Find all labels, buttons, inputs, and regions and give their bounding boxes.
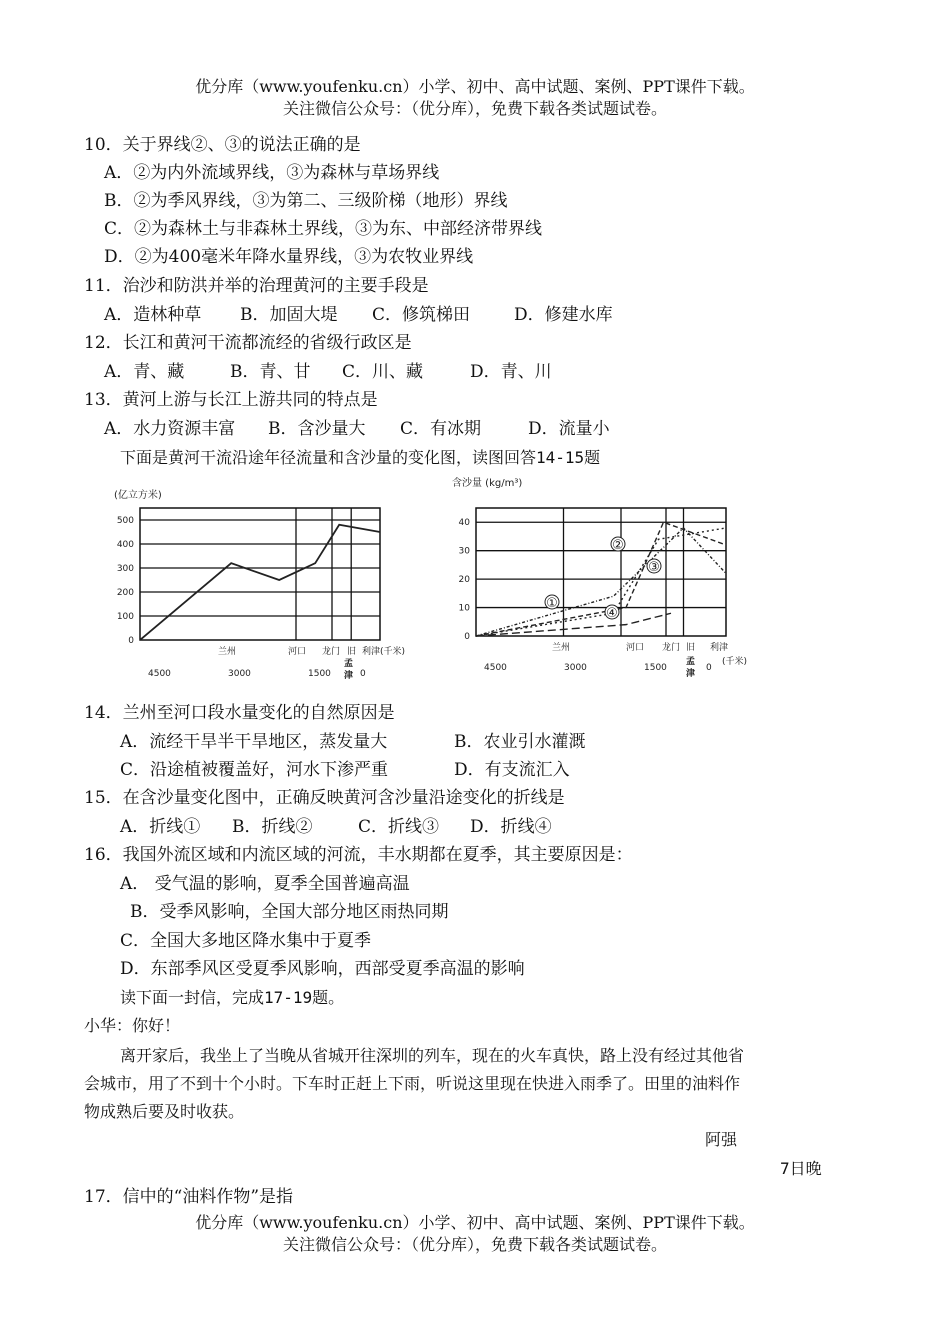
footer-line-1: 优分库（www.youfenku.cn）小学、初中、高中试题、案例、PPT课件下载。 bbox=[195, 1213, 755, 1232]
header-line-2: 关注微信公众号：（优分库），免费下载各类试题试卷。 bbox=[282, 99, 667, 118]
sediment-chart bbox=[440, 474, 770, 690]
q10-option-b: B．②为季风界线，③为第二、三级阶梯（地形）界线 bbox=[104, 191, 508, 211]
q15-option-a: A．折线① bbox=[120, 817, 201, 837]
q12-option-d: D．青、川 bbox=[470, 362, 552, 382]
place-label: 利津(千米) bbox=[362, 647, 406, 657]
place-label: 河口 bbox=[288, 647, 307, 657]
series-line-1 bbox=[140, 525, 380, 640]
q12-option-c: C．川、藏 bbox=[342, 362, 424, 382]
series-line-1 bbox=[476, 528, 726, 636]
q16-option-c: C．全国大多地区降水集中于夏季 bbox=[120, 931, 372, 951]
place-label: 兰州 bbox=[552, 643, 571, 653]
distance-tick-label: 0 bbox=[360, 669, 366, 679]
q11-option-d: D．修建水库 bbox=[514, 305, 613, 325]
q16-option-b: B．受季风影响，全国大部分地区雨热同期 bbox=[130, 902, 449, 922]
place-label: 孟 bbox=[686, 657, 696, 667]
distance-tick-label: 1500 bbox=[644, 663, 667, 673]
q14-stem: 14．兰州至河口段水量变化的自然原因是 bbox=[84, 703, 395, 723]
q17-stem: 17．信中的“油料作物”是指 bbox=[84, 1187, 294, 1207]
q11-stem: 11．治沙和防洪并举的治理黄河的主要手段是 bbox=[84, 276, 429, 296]
q13-option-d: D．流量小 bbox=[528, 419, 610, 439]
q16-option-d: D．东部季风区受夏季风影响，西部受夏季高温的影响 bbox=[120, 959, 525, 979]
q10-option-d: D．②为400毫米年降水量界线，③为农牧业界线 bbox=[104, 247, 474, 267]
series-marker-label: ② bbox=[612, 538, 624, 553]
series-marker-label: ④ bbox=[606, 606, 618, 621]
y-tick-label: 300 bbox=[116, 564, 134, 574]
header-line-1: 优分库（www.youfenku.cn）小学、初中、高中试题、案例、PPT课件下载。 bbox=[195, 77, 755, 96]
q14-option-c: C．沿途植被覆盖好，河水下渗严重 bbox=[120, 760, 389, 780]
q14-option-a: A．流经干旱半干旱地区，蒸发量大 bbox=[120, 732, 388, 752]
q15-option-b: B．折线② bbox=[232, 817, 313, 837]
q14-option-d: D．有支流汇入 bbox=[454, 760, 570, 780]
distance-tick-label: 3000 bbox=[228, 669, 251, 679]
footer-line-2: 关注微信公众号：（优分库），免费下载各类试题试卷。 bbox=[282, 1235, 667, 1254]
q16-option-a: A． 受气温的影响，夏季全国普遍高温 bbox=[120, 874, 410, 894]
letter-body-line-2: 会城市，用了不到十个小时。下车时正赶上下雨，听说这里现在快进入雨季了。田里的油料作 bbox=[84, 1074, 741, 1093]
q13-stem: 13．黄河上游与长江上游共同的特点是 bbox=[84, 390, 378, 410]
y-tick-label: 100 bbox=[116, 612, 134, 622]
runoff-chart bbox=[100, 480, 420, 690]
q13-option-c: C．有冰期 bbox=[400, 419, 482, 439]
q11-option-a: A．造林种草 bbox=[104, 305, 202, 325]
place-label: 津 bbox=[686, 669, 696, 679]
y-tick-label: 500 bbox=[116, 516, 134, 526]
place-label: 兰州 bbox=[218, 647, 237, 657]
letter-greeting: 小华：你好！ bbox=[84, 1016, 181, 1035]
y-tick-label: 400 bbox=[116, 540, 134, 550]
y-tick-label: 0 bbox=[464, 632, 470, 642]
series-line-2 bbox=[476, 528, 726, 636]
place-label: 龙门 bbox=[322, 647, 341, 657]
q10-stem: 10．关于界线②、③的说法正确的是 bbox=[84, 135, 361, 155]
place-label: 龙门 bbox=[662, 643, 681, 653]
km-unit-label: (千米) bbox=[722, 657, 748, 667]
series-marker-label: ③ bbox=[648, 560, 660, 575]
chart-intro: 下面是黄河干流沿途年径流量和含沙量的变化图，读图回答14-15题 bbox=[120, 448, 601, 467]
q14-option-b: B．农业引水灌溉 bbox=[454, 732, 586, 752]
q13-option-b: B．含沙量大 bbox=[268, 419, 366, 439]
letter-date: 7日晚 bbox=[780, 1159, 822, 1178]
plot-frame bbox=[476, 508, 726, 636]
q15-option-d: D．折线④ bbox=[470, 817, 552, 837]
q10-option-a: A．②为内外流域界线，③为森林与草场界线 bbox=[104, 163, 440, 183]
y-tick-label: 0 bbox=[128, 636, 134, 646]
y-tick-label: 10 bbox=[458, 603, 470, 614]
letter-signature: 阿强 bbox=[705, 1130, 738, 1149]
q12-option-b: B．青、甘 bbox=[230, 362, 311, 382]
q10-option-c: C．②为森林土与非森林土界线，③为东、中部经济带界线 bbox=[104, 219, 543, 239]
place-label: 河口 bbox=[626, 643, 645, 653]
place-label: 津 bbox=[344, 671, 354, 681]
y-axis-label: 含沙量 (kg/m³) bbox=[452, 478, 523, 489]
letter-body-line-1: 离开家后，我坐上了当晚从省城开往深圳的列车，现在的火车真快，路上没有经过其他省 bbox=[120, 1046, 745, 1065]
y-axis-label: (亿立方米) bbox=[114, 490, 162, 501]
distance-tick-label: 1500 bbox=[308, 669, 331, 679]
place-label: 孟 bbox=[344, 659, 354, 669]
place-label: 利津 bbox=[710, 643, 729, 653]
distance-tick-label: 3000 bbox=[564, 663, 587, 673]
place-label: 旧 bbox=[347, 647, 357, 657]
place-label: 旧 bbox=[686, 643, 696, 653]
letter-intro: 读下面一封信，完成17-19题。 bbox=[120, 988, 345, 1007]
q11-option-b: B．加固大堤 bbox=[240, 305, 338, 325]
y-tick-label: 20 bbox=[458, 575, 470, 586]
y-tick-label: 30 bbox=[458, 546, 470, 557]
y-tick-label: 40 bbox=[458, 518, 470, 529]
distance-tick-label: 0 bbox=[706, 663, 712, 673]
q12-stem: 12．长江和黄河干流都流经的省级行政区是 bbox=[84, 333, 412, 353]
q15-stem: 15．在含沙量变化图中，正确反映黄河含沙量沿途变化的折线是 bbox=[84, 788, 565, 808]
letter-body-line-3: 物成熟后要及时收获。 bbox=[84, 1102, 245, 1121]
q16-stem: 16．我国外流区域和内流区域的河流，丰水期都在夏季，其主要原因是： bbox=[84, 845, 633, 865]
q11-option-c: C．修筑梯田 bbox=[372, 305, 471, 325]
distance-tick-label: 4500 bbox=[484, 663, 507, 673]
y-tick-label: 200 bbox=[116, 588, 134, 598]
series-line-3 bbox=[476, 613, 671, 636]
q12-option-a: A．青、藏 bbox=[104, 362, 185, 382]
q15-option-c: C．折线③ bbox=[358, 817, 440, 837]
series-marker-label: ① bbox=[546, 596, 558, 611]
q13-option-a: A．水力资源丰富 bbox=[104, 419, 236, 439]
distance-tick-label: 4500 bbox=[148, 669, 171, 679]
